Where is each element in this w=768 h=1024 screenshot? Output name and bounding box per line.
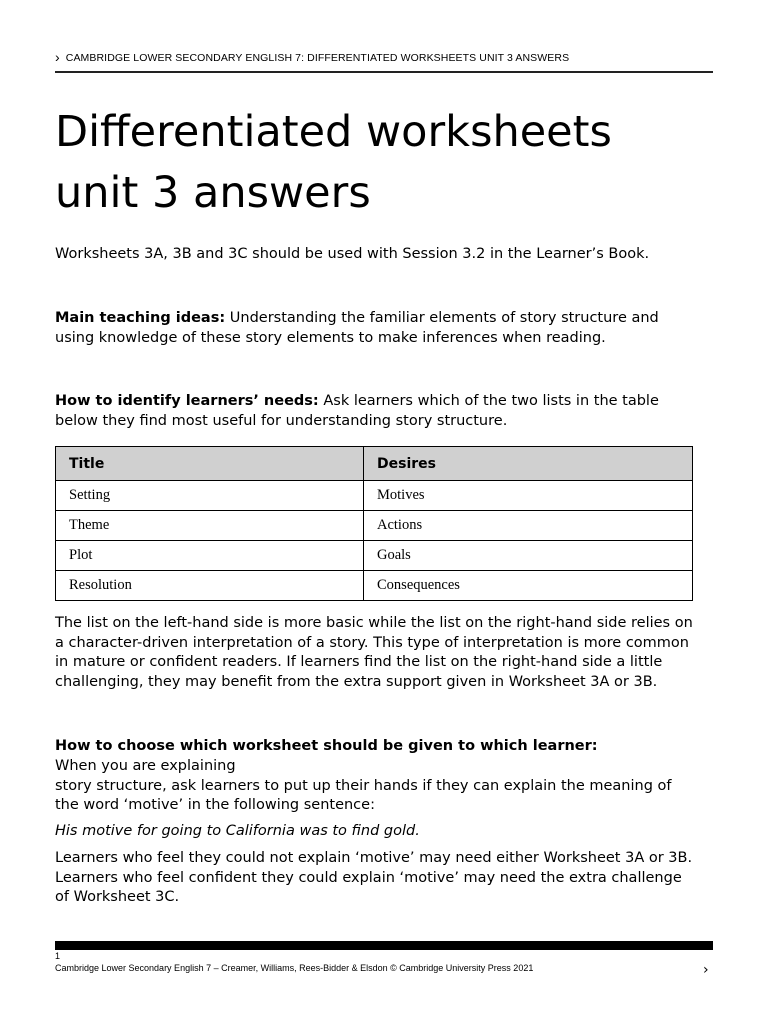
- learners-paragraph: Learners who feel they could not explain ‘motive’ may need either Worksheet 3A or 3B. Learners who feel confident they could explain ‘motive’ may need the extra challenge of Worksheet 3C.: [55, 850, 693, 906]
- table-cell: Plot: [56, 541, 364, 571]
- table-header-title: Title: [56, 447, 364, 481]
- main-teaching-paragraph: [55, 309, 695, 348]
- table-header-desires: Desires: [364, 447, 693, 481]
- list-explanation-paragraph: The list on the left-hand side is more basic while the list on the right-hand side relies on a character-driven interpretation of a story. This type of interpretation is more common in mature or confident readers. If learners find the list on the right-hand side a little challenging, they may benefit from the extra support given in Worksheet 3A or 3B.: [55, 615, 693, 690]
- footer-bar: [55, 941, 713, 950]
- table-row: [56, 511, 693, 541]
- page-title-line-1: Differentiated worksheets: [55, 107, 612, 157]
- table-cell: Resolution: [56, 571, 364, 601]
- choose-worksheet-line-2: story structure, ask learners to put up their hands if they can explain the meaning of the word ‘motive’ in the following sentence:: [55, 777, 672, 814]
- running-header: [55, 48, 713, 64]
- identify-needs-label: How to identify learners’ needs:: [55, 393, 319, 409]
- table-cell: Theme: [56, 511, 364, 541]
- table-row: [56, 481, 693, 511]
- page-title: [55, 102, 715, 224]
- header-divider: [55, 71, 713, 73]
- main-teaching-label: Main teaching ideas:: [55, 310, 226, 326]
- running-header-title: CAMBRIDGE LOWER SECONDARY ENGLISH 7: DIFFERENTIATED WORKSHEETS UNIT 3 ANSWERS: [65, 52, 570, 64]
- identify-needs-text: Ask learners which of the two lists in the table below they find most useful for understanding story structure.: [55, 393, 659, 429]
- story-structure-table: [55, 446, 693, 601]
- table-cell: Consequences: [364, 571, 693, 601]
- page-title-line-2: unit 3 answers: [55, 168, 371, 218]
- identify-needs-paragraph: [55, 392, 695, 431]
- choose-worksheet-label: How to choose which worksheet should be given to which learner:: [55, 738, 598, 754]
- footer-credit: Cambridge Lower Secondary English 7 – Creamer, Williams, Rees-Bidder & Elsdon © Cambridge University Press 2021: [55, 963, 534, 973]
- table-cell: Setting: [56, 481, 364, 511]
- choose-worksheet-line-1: When you are explaining: [55, 758, 236, 774]
- chevron-right-icon: ›: [55, 49, 60, 65]
- table-row: [56, 571, 693, 601]
- table-row: [56, 541, 693, 571]
- main-teaching-text: Understanding the familiar elements of story structure and using knowledge of these story elements to make inferences when reading.: [55, 310, 659, 346]
- intro-paragraph: Worksheets 3A, 3B and 3C should be used with Session 3.2 in the Learner’s Book.: [55, 246, 650, 262]
- example-sentence: His motive for going to California was to find gold.: [55, 823, 420, 839]
- table-header-row: [56, 447, 693, 481]
- chevron-right-icon: ›: [703, 962, 709, 978]
- table-cell: Actions: [364, 511, 693, 541]
- choose-worksheet-text: [55, 757, 695, 816]
- table-cell: Motives: [364, 481, 693, 511]
- table-cell: Goals: [364, 541, 693, 571]
- page-number: 1: [55, 951, 61, 961]
